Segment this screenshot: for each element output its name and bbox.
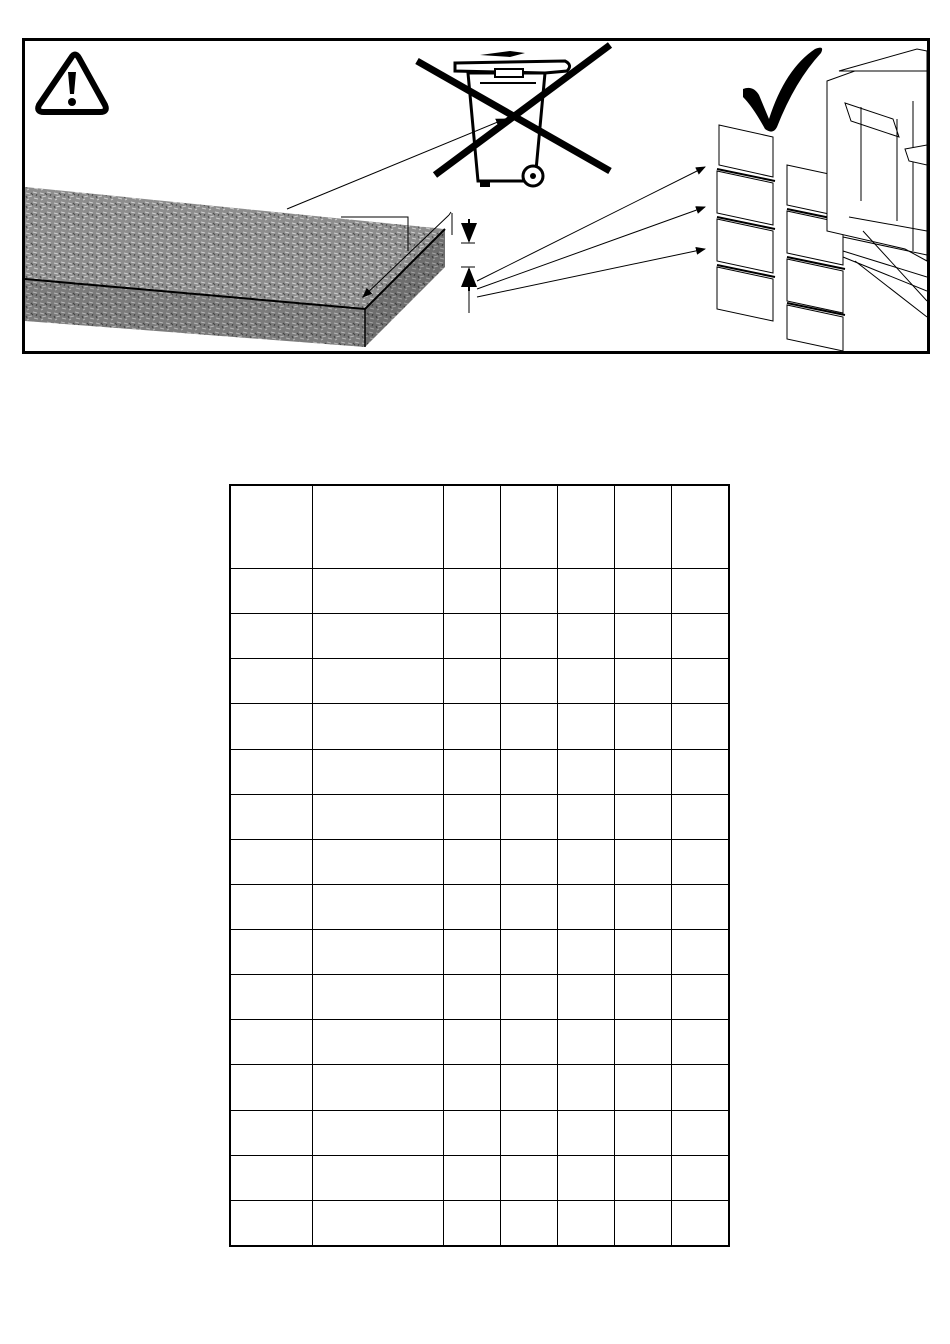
table-cell — [615, 884, 672, 929]
table-cell — [501, 614, 558, 659]
table-cell — [501, 884, 558, 929]
table-cell — [558, 1020, 615, 1065]
table-row — [230, 1155, 729, 1200]
table-cell — [672, 1020, 729, 1065]
chipboard-panel — [25, 187, 475, 347]
table-cell — [230, 569, 312, 614]
table-row — [230, 794, 729, 839]
table-cell — [615, 1155, 672, 1200]
table-cell — [230, 1020, 312, 1065]
table-cell — [558, 1155, 615, 1200]
table-cell — [615, 704, 672, 749]
table-cell — [230, 794, 312, 839]
table-row — [230, 749, 729, 794]
table-cell — [443, 749, 500, 794]
table-cell — [501, 659, 558, 704]
table-cell — [501, 794, 558, 839]
table-cell — [672, 749, 729, 794]
table-cell — [312, 1020, 443, 1065]
table-cell — [672, 614, 729, 659]
table-cell — [443, 614, 500, 659]
table-row — [230, 1200, 729, 1246]
table-cell — [615, 975, 672, 1020]
table-cell — [501, 569, 558, 614]
table-cell — [312, 749, 443, 794]
table-cell — [312, 1065, 443, 1110]
parts-table — [229, 484, 730, 1247]
recycling-arrows — [477, 167, 705, 297]
table-cell — [312, 704, 443, 749]
table-row — [230, 839, 729, 884]
table-cell — [615, 614, 672, 659]
table-cell — [615, 659, 672, 704]
table-row — [230, 930, 729, 975]
table-row — [230, 975, 729, 1020]
table-cell — [443, 704, 500, 749]
table-cell — [558, 794, 615, 839]
table-cell — [672, 1200, 729, 1246]
table-cell — [312, 930, 443, 975]
table-cell — [558, 1065, 615, 1110]
table-cell — [501, 1200, 558, 1246]
table-row — [230, 1065, 729, 1110]
table-cell — [615, 1065, 672, 1110]
table-row — [230, 1110, 729, 1155]
crossed-out-wheelie-bin-icon — [287, 45, 610, 209]
header-cell — [615, 485, 672, 569]
table-cell — [443, 839, 500, 884]
table-cell — [443, 569, 500, 614]
header-cell — [443, 485, 500, 569]
table-cell — [615, 930, 672, 975]
table-cell — [443, 1110, 500, 1155]
table-cell — [312, 1200, 443, 1246]
table-cell — [558, 749, 615, 794]
table-cell — [230, 975, 312, 1020]
table-cell — [672, 659, 729, 704]
table-cell — [615, 1020, 672, 1065]
table-cell — [558, 930, 615, 975]
table-cell — [312, 659, 443, 704]
disposal-instruction-illustration — [22, 38, 930, 354]
table-cell — [501, 930, 558, 975]
table-cell — [230, 1110, 312, 1155]
header-cell — [558, 485, 615, 569]
table-cell — [230, 1155, 312, 1200]
table-cell — [672, 1155, 729, 1200]
table-cell — [230, 884, 312, 929]
table-cell — [615, 569, 672, 614]
table-cell — [615, 794, 672, 839]
table-row — [230, 884, 729, 929]
table-cell — [558, 1110, 615, 1155]
table-cell — [443, 794, 500, 839]
table-cell — [615, 749, 672, 794]
table-cell — [312, 569, 443, 614]
table-cell — [615, 839, 672, 884]
table-cell — [443, 1200, 500, 1246]
table-cell — [672, 1065, 729, 1110]
table-row — [230, 659, 729, 704]
table-cell — [230, 659, 312, 704]
header-cell — [672, 485, 729, 569]
table-cell — [230, 614, 312, 659]
table-cell — [501, 975, 558, 1020]
table-cell — [312, 839, 443, 884]
table-cell — [558, 1200, 615, 1246]
table-cell — [230, 1065, 312, 1110]
table-cell — [672, 975, 729, 1020]
checkmark-icon — [743, 48, 822, 132]
table-cell — [443, 659, 500, 704]
table-cell — [312, 614, 443, 659]
table-cell — [312, 794, 443, 839]
table-cell — [443, 930, 500, 975]
table-cell — [230, 839, 312, 884]
table-cell — [558, 839, 615, 884]
table-row — [230, 704, 729, 749]
table-cell — [443, 975, 500, 1020]
table-cell — [558, 614, 615, 659]
table-row — [230, 569, 729, 614]
table-cell — [672, 1110, 729, 1155]
table-header-row — [230, 485, 729, 569]
table-cell — [501, 1020, 558, 1065]
table-cell — [443, 1155, 500, 1200]
table-cell — [672, 884, 729, 929]
table-row — [230, 1020, 729, 1065]
table-cell — [501, 704, 558, 749]
table-cell — [501, 1065, 558, 1110]
table-cell — [501, 1155, 558, 1200]
table-cell — [443, 884, 500, 929]
table-cell — [230, 1200, 312, 1246]
table-cell — [312, 1110, 443, 1155]
table-cell — [558, 659, 615, 704]
header-cell — [230, 485, 312, 569]
table-cell — [501, 1110, 558, 1155]
table-cell — [672, 569, 729, 614]
table-cell — [230, 704, 312, 749]
table-cell — [230, 930, 312, 975]
table-cell — [558, 704, 615, 749]
table-cell — [672, 839, 729, 884]
table-cell — [672, 704, 729, 749]
table-cell — [443, 1020, 500, 1065]
table-cell — [443, 1065, 500, 1110]
table-cell — [558, 569, 615, 614]
table-cell — [312, 975, 443, 1020]
table-cell — [558, 884, 615, 929]
header-cell — [501, 485, 558, 569]
table-cell — [501, 749, 558, 794]
table-cell — [501, 839, 558, 884]
table-cell — [615, 1200, 672, 1246]
table-cell — [672, 794, 729, 839]
table-cell — [230, 749, 312, 794]
table-cell — [558, 975, 615, 1020]
table-cell — [312, 884, 443, 929]
table-cell — [672, 930, 729, 975]
table-cell — [615, 1110, 672, 1155]
table-row — [230, 614, 729, 659]
table-body — [230, 569, 729, 1247]
warning-icon — [38, 55, 106, 113]
table-cell — [312, 1155, 443, 1200]
header-cell — [312, 485, 443, 569]
